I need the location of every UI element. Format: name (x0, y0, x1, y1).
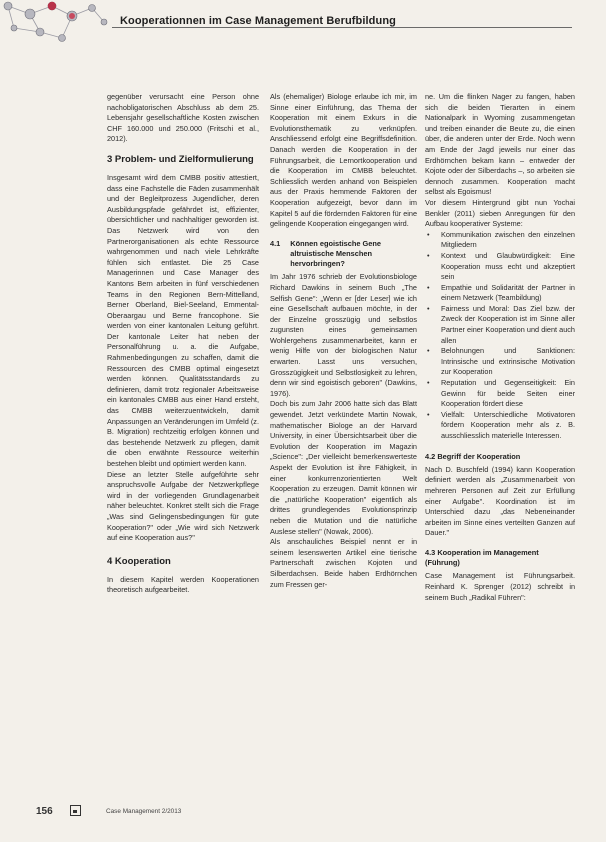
running-header-title: Kooperationnen im Case Management Berufbildung (120, 15, 396, 27)
paragraph: Als (ehemaliger) Biologe erlaube ich mir, im Sinne einer Einführung, das Thema der Kooperation mit einem Exkurs in die Evolutionsthematik zu verknüpfen. Anschliessend erfolgt eine Begriffsdefinition. Danach werden die Kooperation in der Führungsarbeit, die Lernortkooperation und die Kooperation im CMBB beleuchtet. Schliesslich werden anhand von Beispielen aus der Praxis hemmende Faktoren der Kooperation aufgezeigt, bevor dann im Kapitel 5 auf die fördernden Faktoren für eine gelingende Kooperation eingegangen wird. (270, 92, 417, 229)
list-item: • Empathie und Solidarität der Partner in einem Netzwerk (Teambildung) (425, 283, 575, 304)
text-column-1 (107, 92, 259, 596)
subsection-4-3-heading: 4.3 Kooperation im Management (Führung) (425, 547, 539, 568)
paragraph: Als anschauliches Beispiel nennt er in seinem lesenswerten Artikel eine tierische Partnerschaft zwischen Kojoten und Silberdachsen. Beide haben Erdhörnchen zum Fressen ger- (270, 537, 417, 589)
paragraph: Insgesamt wird dem CMBB positiv attestiert, dass eine Fachstelle die Fäden zusammenhält und der Begleitprozess Jugendlicher, deren Ausbildungspfade gefährdet ist, effizienter, übersichtlicher und nachhaltiger geworden ist. Das Netzwerk wird von den Partnerorganisationen als echte Ressource wahrgenommen und nach viele Lehrkräfte fühlen sich entlastet. Die 25 Case Managerinnen und Case Manager des Kantons Bern arbeiten in fünf verschiedenen Teams in den Regionen Bern-Mittelland, Berner Oberland, Biel-Seeland, Emmental-Oberaargau und Berne francophone. Sie werden von einer kantonalen Leitung geführt. Der kantonale Leiter hat neben der Personalführung u. a. die Aufgabe, Rahmenbedingungen zu schaffen, damit die Ressourcen des CMBB optimal eingesetzt werden können. Qualitätsstandards zu definieren, damit trotz regionaler Arbeitsweise ein kantonales CMBB aus einer Hand ersteht, das CMBB weiterzuentwickeln, damit Anpassungen an Veränderungen im Umfeld (z. B. Migration) rechtzeitig erfolgen können und das bestehende Netzwerk zu pflegen, damit die oben erwähnte Ressource weiterhin bestehen bleibt und optimiert werden kann. (107, 172, 259, 468)
paragraph: gegenüber verursacht eine Person ohne nachobligatorischen Abschluss ab dem 25. Lebensjahr gesellschaftliche Kosten zwischen CHF 160.000 und 250.000 (Fritschi et al., 2012). (107, 92, 259, 144)
list-item: • Fairness und Moral: Das Ziel bzw. der Zweck der Kooperation ist im Sinne aller Partner einer Kooperation und dient auch allen (425, 304, 575, 346)
cooperation-factors-list (425, 230, 575, 442)
text-column-2 (270, 92, 417, 590)
subsection-number: 4.1 (270, 238, 281, 248)
subsection-title: Können egoistische Gene altruistische Menschen hervorbringen? (290, 238, 382, 269)
section-3-heading: 3 Problem- und Zielformulierung (107, 153, 254, 165)
list-item: • Kommunikation zwischen den einzelnen Mitgliedern (425, 230, 575, 251)
paragraph: Nach D. Buschfeld (1994) kann Kooperation definiert werden als „Zusammenarbeit von mehreren Personen auf Zeit zur Erfüllung einer Aufgabe". Koordination ist im Unterschied dazu „das Nebeneinander arbeiten im Sinne eines verteilten Ganzen auf Dauer." (425, 464, 575, 538)
text-column-3 (425, 92, 575, 603)
subsection-4-2-heading: 4.2 Begriff der Kooperation (425, 451, 521, 461)
paragraph: Case Management ist Führungsarbeit. Reinhard K. Sprenger (2012) schreibt in seinem Buch „Radikal Führen": (425, 571, 575, 602)
paragraph: Diese an letzter Stelle aufgeführte sehr anspruchsvolle Aufgabe der Netzwerkpflege wird in der vorliegenden Grundlagenarbeit näher beleuchtet. Konkret stellt sich die Frage „Was sind Gelingensbedingungen für gute Kooperation?" oder „Wie wird sich Netzwerk auf eine Kooperation aus?" (107, 469, 259, 543)
journal-issue: Case Management 2/2013 (106, 808, 182, 815)
list-item: • Reputation und Gegenseitigkeit: Ein Gewinn für beide Seiten einer Kooperation fördert diese (425, 378, 575, 410)
list-item: • Kontext und Glaubwürdigkeit: Eine Kooperation muss echt und akzeptiert sein (425, 251, 575, 283)
paragraph: Im Jahr 1976 schrieb der Evolutionsbiologe Richard Dawkins in seinem Buch „The Selfish Gene": „Wenn er [der Leser] wie ich eine Gesellschaft aufbauen möchte, in der der Einzelne grosszügig und selbstlos zugunsten eines gemeinsamen Wohlergehens zusammenarbeitet, kann er wenig Hilfe von der biologischen Natur erwarten. Lasst uns versuchen, Grosszügigkeit und Selbstlosigkeit zu lehren, denn wir sind egoistisch geboren" (Dawkins, 1976). (270, 272, 417, 398)
section-4-heading: 4 Kooperation (107, 555, 171, 567)
paragraph: In diesem Kapitel werden Kooperationen theoretisch aufgearbeitet. (107, 574, 259, 595)
paragraph: Vor diesem Hintergrund gibt nun Yochai Benkler (2011) sieben Anregungen für den Aufbau kooperativer Systeme: (425, 197, 575, 229)
journal-mark-icon (70, 805, 81, 816)
page-number: 156 (36, 806, 53, 817)
paragraph: ne. Um die flinken Nager zu fangen, haben sich die beiden Tierarten in einem Nationalpark in Wyoming zusammengetan und treiben einander die Beute zu, die einen über, die anderen unter der Erde. Noch wenn am Ende der Jagd jeweils nur einer das Erdhörnchen bekam kann – entweder der Kojote oder der Silberdachs –, so arbeiten sie dennoch zusammen. Kooperation macht selbst als Egoismus! (425, 92, 575, 197)
molecule-logo-icon (0, 0, 110, 48)
subsection-4-1-heading (270, 239, 417, 270)
list-item: • Belohnungen und Sanktionen: Intrinsische und extrinsische Motivation zur Kooperation (425, 346, 575, 378)
list-item: • Vielfalt: Unterschiedliche Motivatoren fördern Kooperation mehr als z. B. ausschliesslich materielle Interessen. (425, 410, 575, 442)
paragraph: Doch bis zum Jahr 2006 hatte sich das Blatt gewendet. Jetzt verkündete Martin Nowak, mathematischer Biologe an der Harvard University, in einer Übersichtsarbeit über die Evolution der Kooperation im Magazin „Science": „Der vielleicht bemerkenswerteste Aspekt der Evolution ist ihre Fähigkeit, in einer konkurrenzorientierten Welt Kooperation zu erzeugen. Damit können wir die „natürliche Kooperation" eigentlich als drittes grundlegendes Evolutionsprinzip neben die Mutation und die natürliche Auslese stellen" (Nowak, 2006). (270, 399, 417, 536)
